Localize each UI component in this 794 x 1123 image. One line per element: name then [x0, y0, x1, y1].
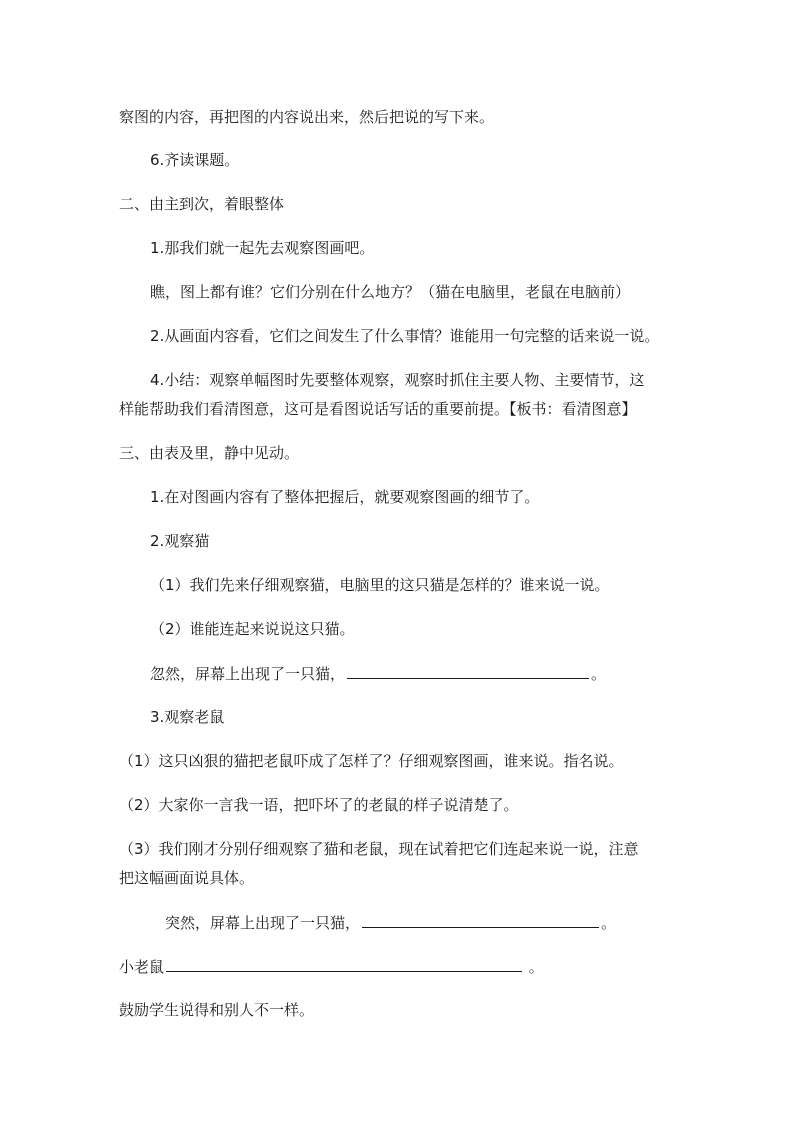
text-line: 1.那我们就一起先去观察图画吧。 — [150, 239, 375, 257]
fill-in-prefix: 突然，屏幕上出现了一只猫， — [165, 914, 361, 932]
text-line: 样能帮助我们看清图意，这可是看图说话写话的重要前提。【板书：看清图意】 — [119, 400, 637, 418]
text-line: （1）这只凶狠的猫把老鼠吓成了怎样了？仔细观察图画，谁来说。指名说。 — [119, 752, 624, 770]
text-line: （2）大家你一言我一语，把吓坏了的老鼠的样子说清楚了。 — [119, 796, 519, 814]
fill-in-line-cat — [150, 662, 606, 685]
text-line: 1.在对图画内容有了整体把握后，就要观察图画的细节了。 — [150, 488, 540, 506]
text-line: （2）谁能连起来说说这只猫。 — [150, 620, 355, 638]
fill-in-suffix: 。 — [524, 958, 544, 976]
text-line: 2.观察猫 — [150, 532, 210, 550]
blank-underline[interactable] — [347, 662, 589, 679]
fill-in-prefix: 忽然，屏幕上出现了一只猫， — [150, 665, 346, 683]
fill-in-line-cat-2 — [165, 911, 616, 934]
text-line: 2.从画面内容看，它们之间发生了什么事情？谁能用一句完整的话来说一说。 — [150, 327, 660, 345]
blank-underline[interactable] — [166, 955, 522, 972]
blank-underline[interactable] — [362, 911, 599, 928]
text-line: 3.观察老鼠 — [150, 708, 225, 726]
section-heading: 二、由主到次，着眼整体 — [119, 195, 285, 213]
text-line: 4.小结：观察单幅图时先要整体观察，观察时抓住主要人物、主要情节，这 — [150, 371, 645, 389]
fill-in-suffix: 。 — [591, 665, 607, 683]
fill-in-line-mouse — [119, 955, 544, 978]
text-line: （1）我们先来仔细观察猫，电脑里的这只猫是怎样的？谁来说一说。 — [150, 576, 610, 594]
text-line: 鼓励学生说得和别人不一样。 — [119, 1001, 315, 1019]
text-line: （3）我们刚才分别仔细观察了猫和老鼠，现在试着把它们连起来说一说，注意 — [119, 840, 639, 858]
section-heading: 三、由表及里，静中见动。 — [119, 444, 300, 462]
text-line: 瞧，图上都有谁？它们分别在什么地方？（猫在电脑里，老鼠在电脑前） — [150, 283, 631, 301]
text-line: 把这幅画面说具体。 — [119, 869, 255, 887]
fill-in-suffix: 。 — [601, 914, 617, 932]
fill-in-prefix: 小老鼠 — [119, 958, 165, 976]
text-line: 6.齐读课题。 — [150, 151, 240, 169]
text-line: 察图的内容，再把图的内容说出来，然后把说的写下来。 — [119, 108, 495, 126]
